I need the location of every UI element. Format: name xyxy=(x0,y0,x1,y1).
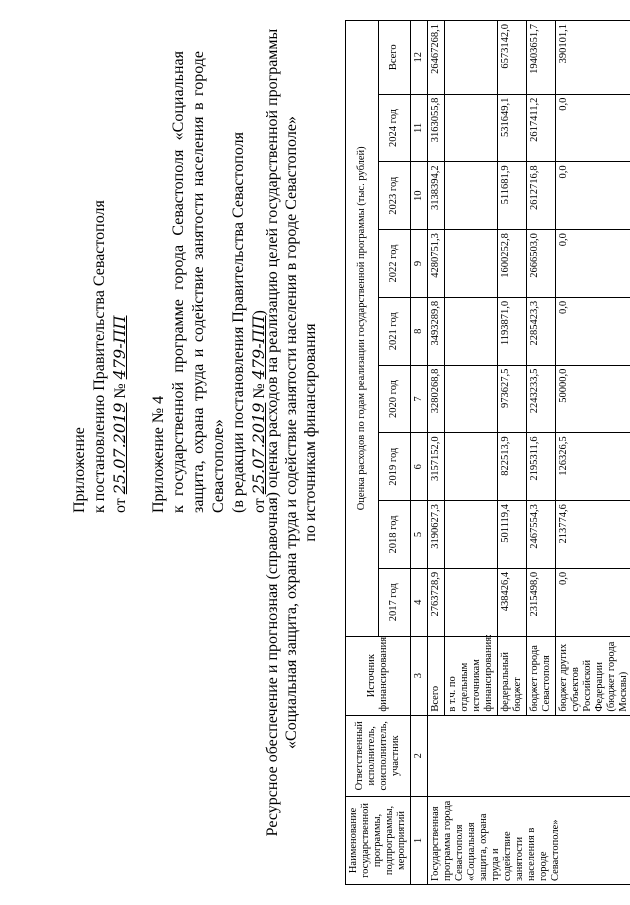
value-cell: 438426,4 xyxy=(498,568,527,636)
value-cell: 2195311,6 xyxy=(527,433,556,501)
handwritten-date: 25.07.2019 xyxy=(110,402,129,495)
year-header: 2023 год xyxy=(378,162,411,230)
col-number: 10 xyxy=(411,162,428,230)
value-cell: 2763728,9 xyxy=(428,568,445,636)
appendix-header xyxy=(70,51,270,513)
value-cell: 50000,0 xyxy=(556,365,630,433)
value-cell xyxy=(445,94,498,162)
column-number-row xyxy=(411,21,428,885)
title-line-2: «Социальная защита, охрана труда и содействие занятости населения в городе Севастополе» xyxy=(283,116,300,749)
value-cell: 126326,5 xyxy=(556,433,630,501)
value-cell: 3190627,3 xyxy=(428,501,445,569)
value-cell: 2617411,2 xyxy=(527,94,556,162)
col-number: 4 xyxy=(411,568,428,636)
appendix-decree-line: к постановлению Правительства Севастополя xyxy=(91,200,108,513)
col-number: 8 xyxy=(411,297,428,365)
year-header: 2022 год xyxy=(378,230,411,298)
value-cell: 973627,5 xyxy=(498,365,527,433)
col-number: 5 xyxy=(411,501,428,569)
rev-handwritten-number: 479-ПП xyxy=(249,315,268,380)
total-header: Всего xyxy=(378,21,411,95)
value-cell: 3163055,8 xyxy=(428,94,445,162)
value-cell: 1600252,8 xyxy=(498,230,527,298)
value-cell: 213774,6 xyxy=(556,501,630,569)
executor-cell xyxy=(428,715,630,796)
value-cell: 3138394,2 xyxy=(428,162,445,230)
total-cell xyxy=(445,21,498,95)
value-cell: 2315498,0 xyxy=(527,568,556,636)
value-cell: 2285423,3 xyxy=(527,297,556,365)
col-number: 12 xyxy=(411,21,428,95)
value-cell: 3157152,0 xyxy=(428,433,445,501)
total-cell: 19403651,7 xyxy=(527,21,556,95)
value-cell: 511681,9 xyxy=(498,162,527,230)
value-cell xyxy=(445,568,498,636)
value-cell: 0,0 xyxy=(556,162,630,230)
value-cell xyxy=(445,433,498,501)
col-number: 9 xyxy=(411,230,428,298)
value-cell: 3493289,8 xyxy=(428,297,445,365)
title-line-3: по источникам финансирования xyxy=(302,323,319,542)
value-cell: 2467554,3 xyxy=(527,501,556,569)
value-cell: 0,0 xyxy=(556,94,630,162)
year-header: 2019 год xyxy=(378,433,411,501)
funding-table xyxy=(345,20,630,885)
value-cell: 2612716,8 xyxy=(527,162,556,230)
value-cell: 2666503,0 xyxy=(527,230,556,298)
value-cell: 1193871,0 xyxy=(498,297,527,365)
col-number: 11 xyxy=(411,94,428,162)
header-program-name: Наименование государственной программы, подпрограммы, мероприятий xyxy=(346,796,411,884)
program-name-cell: Государственная программа города Севастополя «Социальная защита, охрана труда и содействие занятости населения в городе Севастополе» xyxy=(428,796,630,884)
source-cell: Всего xyxy=(428,636,445,715)
title-line-1: Ресурсное обеспечение и прогнозная (справочная) оценка расходов на реализацию целей государственной программы xyxy=(264,28,281,837)
total-cell: 6573142,0 xyxy=(498,21,527,95)
value-cell xyxy=(445,230,498,298)
value-cell: 501119,4 xyxy=(498,501,527,569)
value-cell: 822513,9 xyxy=(498,433,527,501)
year-header: 2017 год xyxy=(378,568,411,636)
col-number: 7 xyxy=(411,365,428,433)
value-cell: 531649,1 xyxy=(498,94,527,162)
value-cell xyxy=(445,162,498,230)
source-cell: бюджет города Севастополя xyxy=(527,636,556,715)
total-cell: 390101,1 xyxy=(556,21,630,95)
col-number: 6 xyxy=(411,433,428,501)
appendix-title: Приложение xyxy=(71,427,88,513)
year-header: 2021 год xyxy=(378,297,411,365)
source-cell: в т.ч. по отдельным источникам финансирования: xyxy=(445,636,498,715)
rev-date-prefix: от xyxy=(251,498,268,513)
rev-number-mark: № xyxy=(251,383,268,399)
date-prefix: от xyxy=(112,498,129,513)
value-cell xyxy=(445,297,498,365)
number-mark: № xyxy=(112,383,129,399)
value-cell: 0,0 xyxy=(556,297,630,365)
appendix-subtitle: Приложение № 4 xyxy=(150,395,167,513)
rev-handwritten-date: 25.07.2019 xyxy=(249,402,268,495)
value-cell: 0,0 xyxy=(556,568,630,636)
value-cell: 4280751,3 xyxy=(428,230,445,298)
program-reference: к государственной программе города Севастополя «Социальная защита, охрана труда и содействие занятости населения в городе Севастополе» xyxy=(170,51,227,513)
col-number: 2 xyxy=(411,715,428,796)
header-source: Источник финансирования xyxy=(346,636,411,715)
source-cell: федеральный бюджет xyxy=(498,636,527,715)
source-cell: бюджет других субъектов Российской Федерации (бюджет города Москвы) xyxy=(556,636,630,715)
value-cell xyxy=(445,365,498,433)
revision-line: (в редакции постановления Правительства Севастополя xyxy=(230,132,247,513)
value-cell: 2243233,5 xyxy=(527,365,556,433)
appendix-date-line xyxy=(110,51,131,513)
col-number: 1 xyxy=(411,796,428,884)
value-cell xyxy=(445,501,498,569)
document-title xyxy=(263,20,320,845)
value-cell: 3280268,8 xyxy=(428,365,445,433)
header-executor: Ответственный исполнитель, соисполнитель, участник xyxy=(346,715,411,796)
total-cell: 26467268,1 xyxy=(428,21,445,95)
handwritten-number: 479-ПП xyxy=(110,315,129,380)
year-header: 2020 год xyxy=(378,365,411,433)
table-row xyxy=(428,21,445,885)
rev-close: ) xyxy=(251,310,268,316)
value-cell: 0,0 xyxy=(556,230,630,298)
year-header: 2018 год xyxy=(378,501,411,569)
header-estimate: Оценка расходов по годам реализации государственной программы (тыс. рублей) xyxy=(346,21,379,637)
col-number: 3 xyxy=(411,636,428,715)
year-header: 2024 год xyxy=(378,94,411,162)
